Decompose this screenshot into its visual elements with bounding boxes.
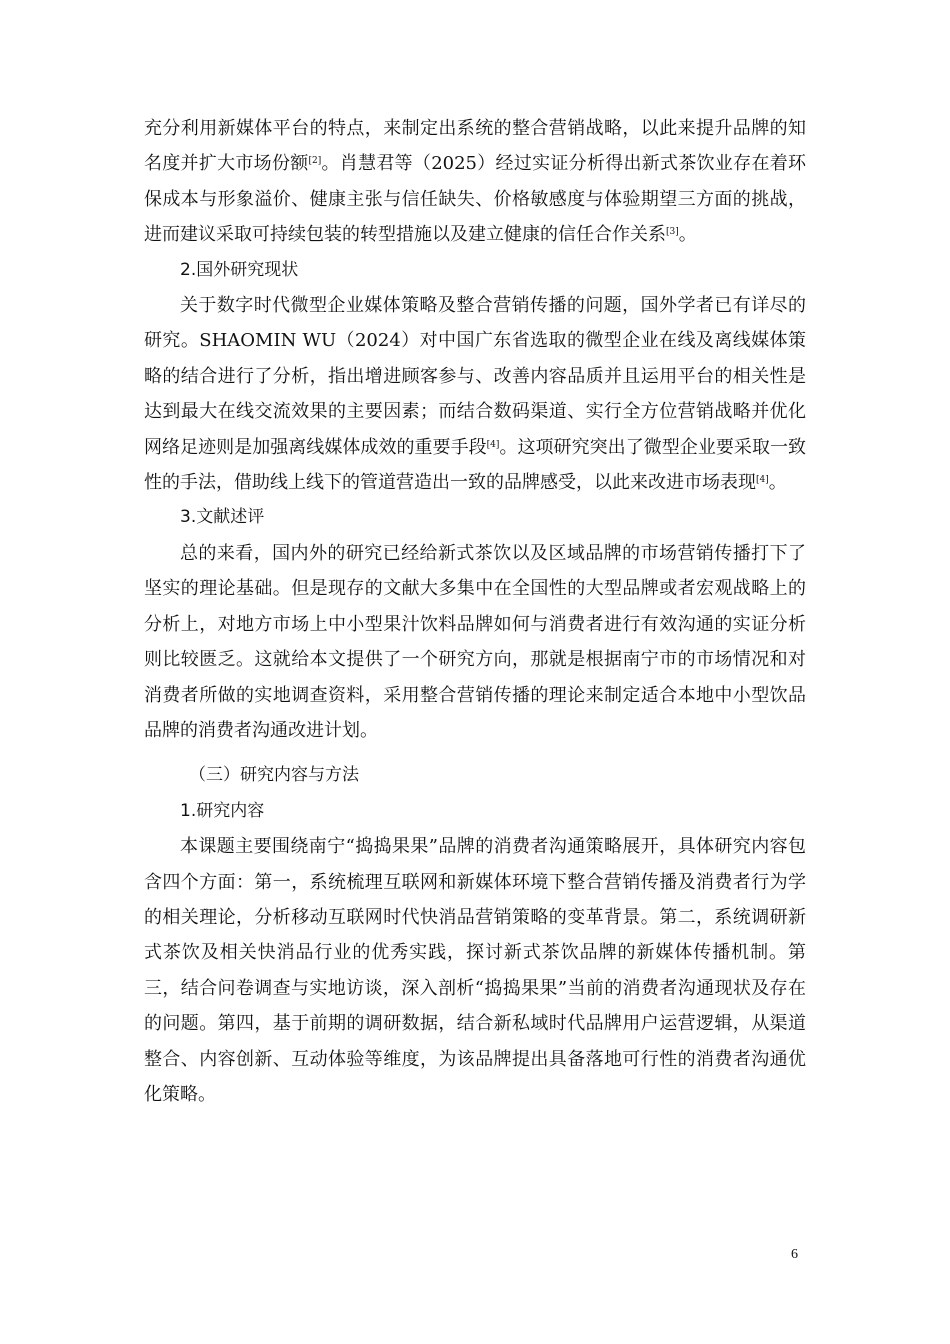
heading-literature-review: 3.文献述评 bbox=[180, 507, 265, 528]
paragraph-text: 。肖慧君等（2025）经过实证分析得出新式茶饮业存在着环保成本与形象溢价、健康主张与信任缺失、价格敏感度与体验期望三方面的挑战，进而建议采取可持续包装的转型措施以及建立健康的信任合作关系 bbox=[144, 153, 806, 246]
citation-4: [4] bbox=[756, 475, 769, 486]
paragraph-text: 关于数字时代微型企业媒体策略及整合营销传播的问题，国外学者已有详尽的研究。SHAOMIN WU（2024）对中国广东省选取的微型企业在线及离线媒体策略的结合进行了分析，指出增进顾客参与、改善内容品质并且运用平台的相关性是达到最大在线交流效果的主要因素；而结合数码渠道、实行全方位营销战略并优化网络足迹则是加强离线媒体成效的重要手段 bbox=[144, 295, 806, 458]
page-body bbox=[144, 111, 806, 1112]
paragraph-foreign-research bbox=[144, 288, 806, 500]
paragraph-text: 。 bbox=[678, 224, 697, 246]
paragraph-domestic-research-continued bbox=[144, 111, 806, 253]
paragraph-literature-review: 总的来看，国内外的研究已经给新式茶饮以及区域品牌的市场营销传播打下了坚实的理论基础。但是现存的文献大多集中在全国性的大型品牌或者宏观战略上的分析上，对地方市场上中小型果汁饮料品牌如何与消费者进行有效沟通的实证分析则比较匮乏。这就给本文提供了一个研究方向，那就是根据南宁市的市场情况和对消费者所做的实地调查资料，采用整合营销传播的理论来制定适合本地中小型饮品品牌的消费者沟通改进计划。 bbox=[144, 542, 806, 741]
heading-foreign-research: 2.国外研究现状 bbox=[180, 259, 299, 280]
page-number: 6 bbox=[791, 1247, 798, 1262]
paragraph-text: 。这项研究突出了微型企业要采取一致性的手法，借助线上线下的管道营造出一致的品牌感受，以此来改进市场表现 bbox=[144, 436, 807, 494]
paragraph-text: 。 bbox=[768, 472, 787, 494]
paragraph-text: 充分利用新媒体平台的特点，来制定出系统的整合营销战略，以此来提升品牌的知名度并扩大市场份额 bbox=[144, 118, 806, 175]
citation-3: [3] bbox=[666, 227, 679, 238]
citation-2: [2] bbox=[308, 156, 322, 167]
citation-4: [4] bbox=[486, 439, 500, 450]
heading-research-content: 1.研究内容 bbox=[180, 800, 265, 821]
paragraph-research-content: 本课题主要围绕南宁“捣捣果果”品牌的消费者沟通策略展开，具体研究内容包含四个方面：第一，系统梳理互联网和新媒体环境下整合营销传播及消费者行为学的相关理论，分析移动互联网时代快消品营销策略的变革背景。第二，系统调研新式茶饮及相关快消品行业的优秀实践，探讨新式茶饮品牌的新媒体传播机制。第三，结合问卷调查与实地访谈，深入剖析“捣捣果果”当前的消费者沟通现状及存在的问题。第四，基于前期的调研数据，结合新私域时代品牌用户运营逻辑，从渠道整合、内容创新、互动体验等维度，为该品牌提出具备落地可行性的消费者沟通优化策略。 bbox=[144, 836, 806, 1105]
heading-research-content-methods: （三）研究内容与方法 bbox=[189, 765, 359, 786]
